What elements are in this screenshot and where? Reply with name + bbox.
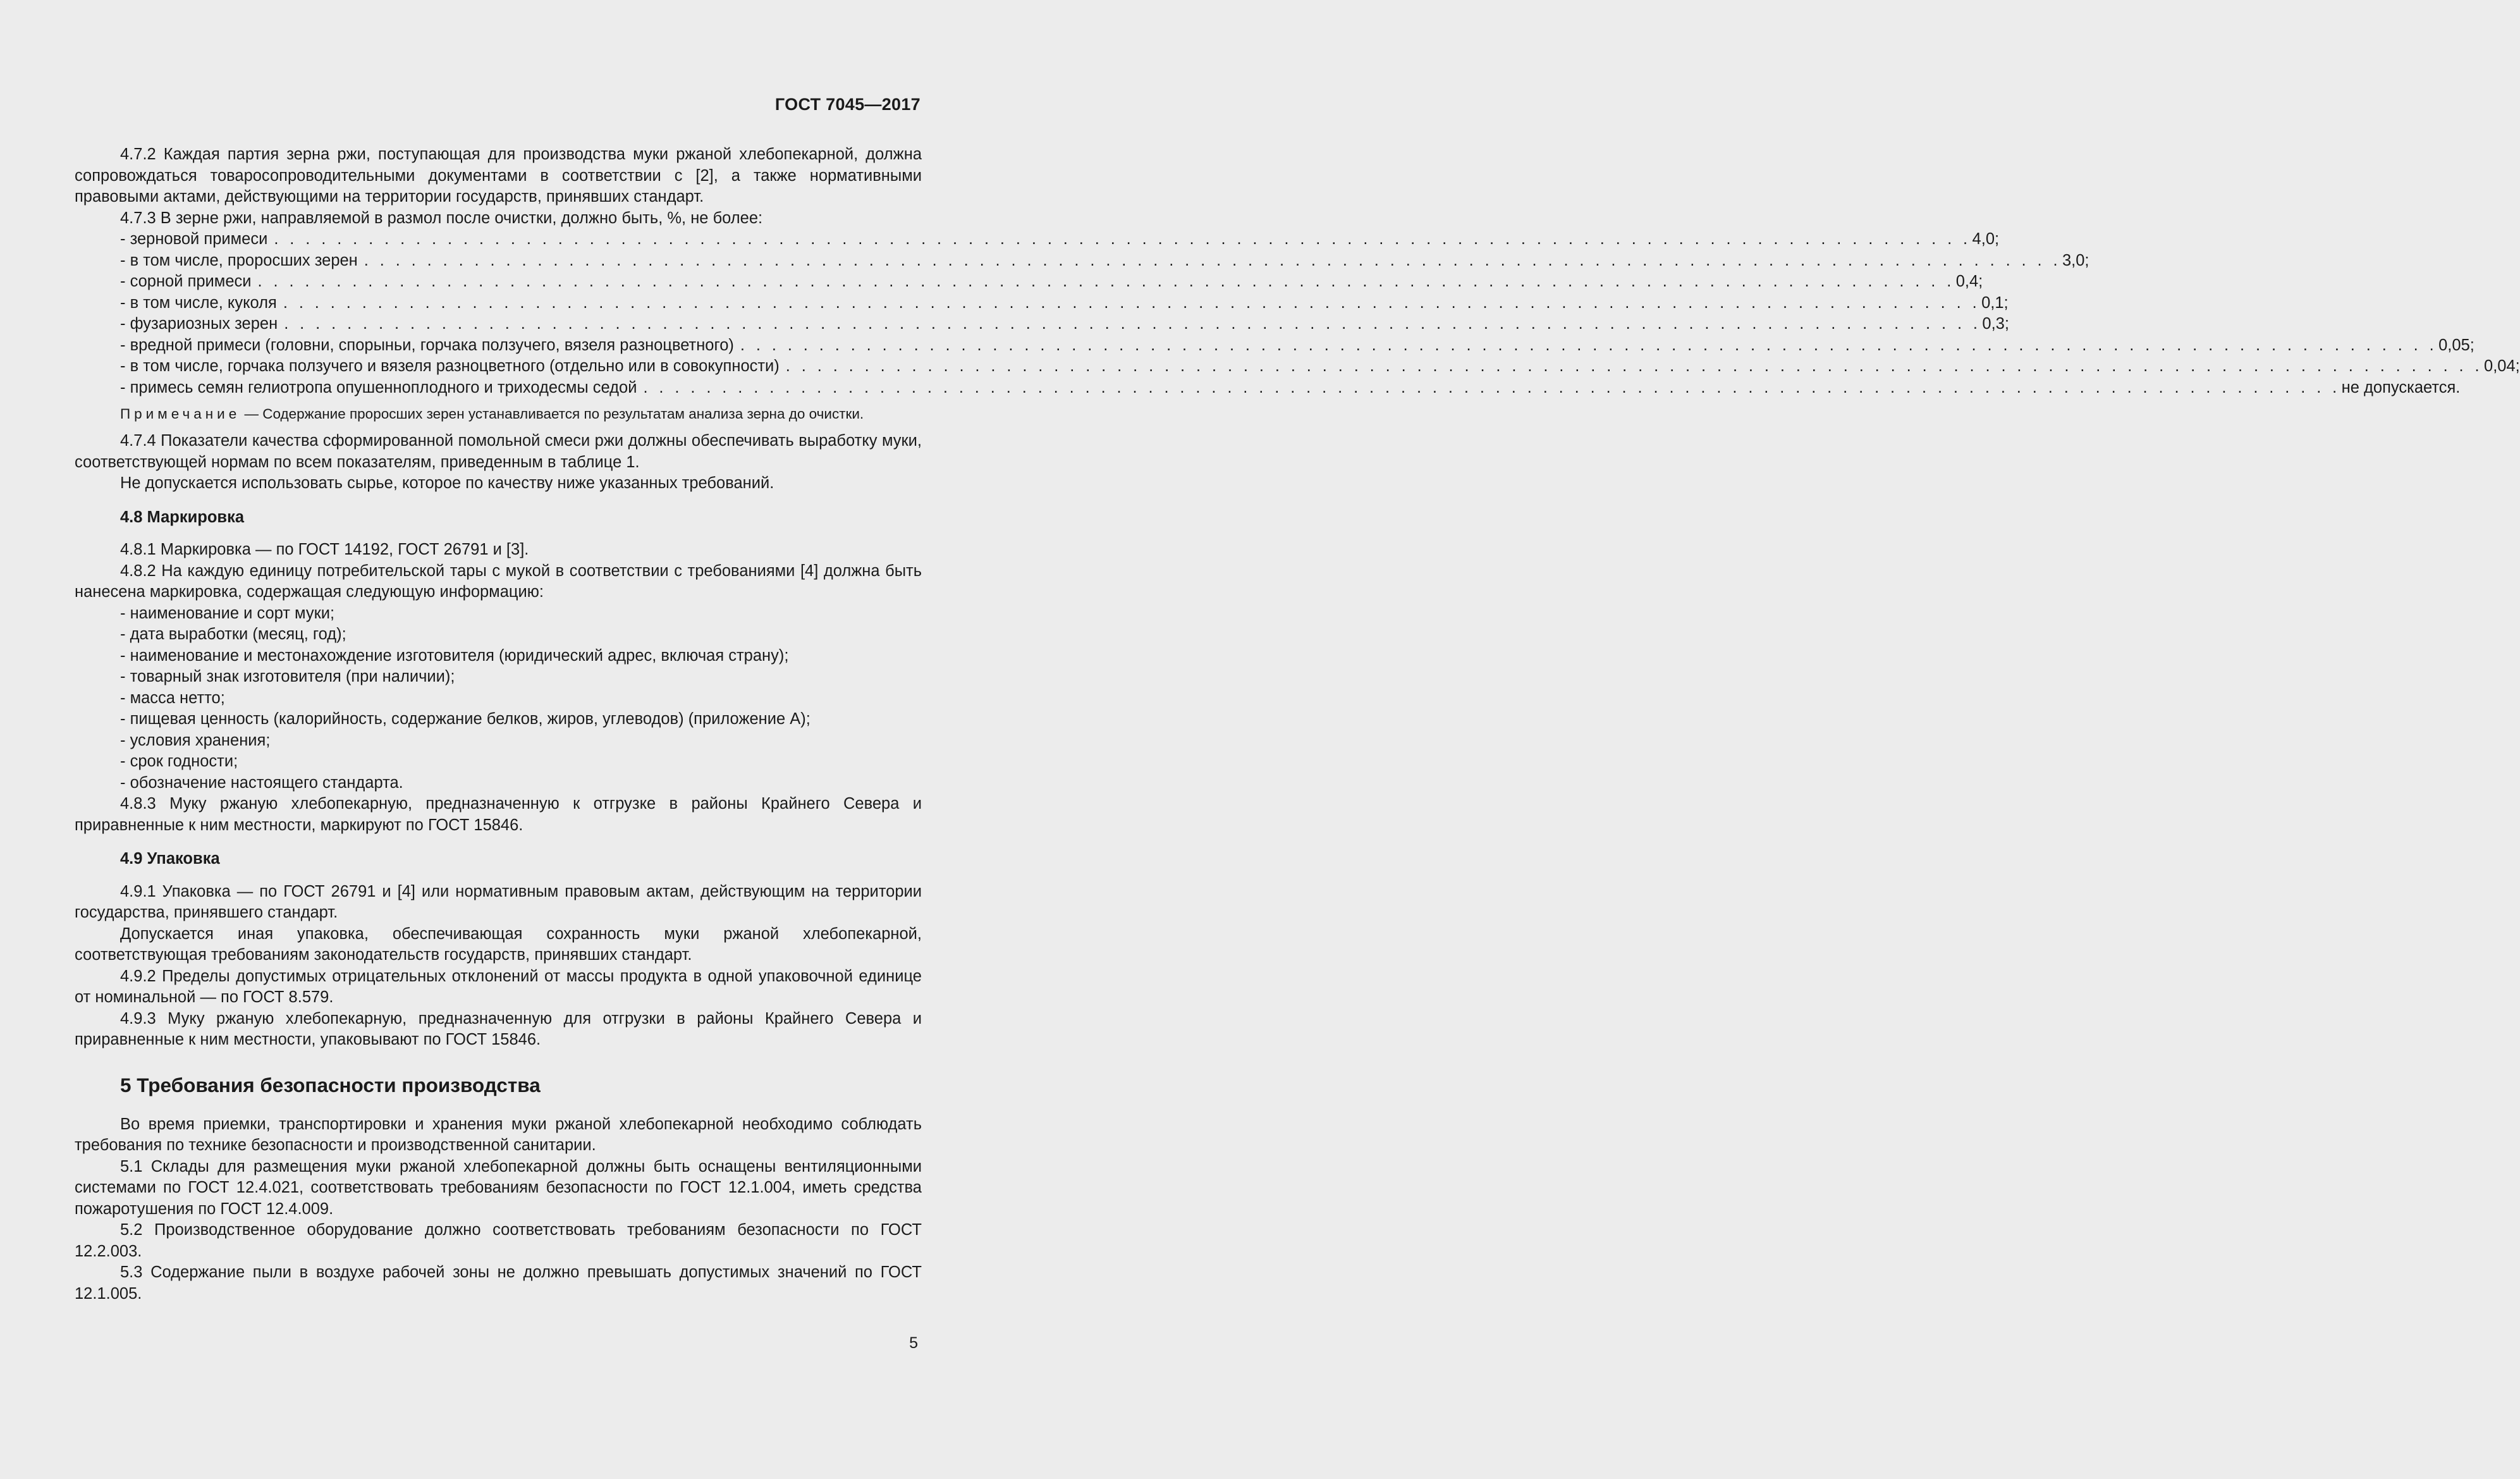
dot-leader: . . . . . . . . . . . . . . . . . . . . . . . . . . . . . . . . . . . . . . . . . . . . . . . . . . . . . . . . . . . . . . . . . . . . . . . . . . . . . . . . . . . . . . . . . . . . . . . . . . . . . . . . . . . . [785,357,2483,375]
requirement-value: не допускается. [2341,378,2461,396]
paragraph: 5.2 Производственное оборудование должно соответствовать требованиям безопасности по ГОСТ 12.2.003. [75,1221,922,1260]
requirement-row [75,271,1983,293]
requirement-row [75,250,2089,272]
subsection-heading: 4.8 Маркировка [120,508,245,526]
list-item: - срок годности; [120,752,238,770]
paragraph: Во время приемки, транспортировки и хранения муки ржаной хлебопекарной необходимо соблюдать требования по технике безопасности и производственной санитарии. [75,1115,922,1154]
dot-leader: . . . . . . . . . . . . . . . . . . . . . . . . . . . . . . . . . . . . . . . . . . . . . . . . . . . . . . . . . . . . . . . . . . . . . . . . . . . . . . . . . . . . . . . . . . . . . . . . . . . . . . . . . . . . [740,336,2438,354]
list-item: - дата выработки (месяц, год); [120,625,346,643]
paragraph: 5.3 Содержание пыли в воздухе рабочей зоны не должно превышать допустимых значений по ГОСТ 12.1.005. [75,1263,922,1303]
paragraph: Допускается иная упаковка, обеспечивающая сохранность муки ржаной хлебопекарной, соответствующая требованиям законодательств государств, принявших стандарт. [75,924,922,964]
requirement-value: 4,0; [1972,230,2000,248]
dot-leader: . . . . . . . . . . . . . . . . . . . . . . . . . . . . . . . . . . . . . . . . . . . . . . . . . . . . . . . . . . . . . . . . . . . . . . . . . . . . . . . . . . . . . . . . . . . . . . . . . . . . . . . . . . . . [274,230,1971,248]
list-item: - масса нетто; [120,689,225,707]
note-label: Примечание [120,406,241,422]
dot-leader: . . . . . . . . . . . . . . . . . . . . . . . . . . . . . . . . . . . . . . . . . . . . . . . . . . . . . . . . . . . . . . . . . . . . . . . . . . . . . . . . . . . . . . . . . . . . . . . . . . . . . . . . . . . . [257,273,1955,290]
paragraph: Не допускается использовать сырье, которое по качеству ниже указанных требований. [120,474,774,492]
paragraph: 4.9.1 Упаковка — по ГОСТ 26791 и [4] или нормативным правовым актам, действующим на территории государства, принявшего стандарт. [75,882,922,921]
paragraph: 4.7.3 В зерне ржи, направляемой в размол после очистки, должно быть, %, не более: [120,209,763,227]
paragraph: 4.9.2 Пределы допустимых отрицательных отклонений от массы продукта в одной упаковочной единице от номинальной — по ГОСТ 8.579. [75,967,922,1006]
requirement-value: 3,0; [2062,251,2089,269]
requirement-label: - зерновой примеси [120,230,268,248]
section-heading: 5 Требования безопасности производства [120,1073,541,1096]
requirement-row [75,314,2009,335]
requirement-value: 0,1; [1981,293,2009,312]
paragraph: 4.9.3 Муку ржаную хлебопекарную, предназначенную для отгрузки в районы Крайнего Севера и приравненные к ним местности, упаковывают по ГОСТ 15846. [75,1009,922,1048]
paragraph: 4.7.4 Показатели качества сформированной помольной смеси ржи должны обеспечивать выработку муки, соответствующей нормам по всем показателям, приведенным в таблице 1. [75,432,922,471]
standard-designation: ГОСТ 7045—2017 [774,95,921,114]
list-item: - товарный знак изготовителя (при наличии); [120,668,455,685]
requirement-label: - сорной примеси [120,273,252,290]
list-item: - наименование и местонахождение изготовителя (юридический адрес, включая страну); [120,646,789,665]
dot-leader: . . . . . . . . . . . . . . . . . . . . . . . . . . . . . . . . . . . . . . . . . . . . . . . . . . . . . . . . . . . . . . . . . . . . . . . . . . . . . . . . . . . . . . . . . . . . . . . . . . . . . . . . . . . . [284,315,1981,333]
paragraph: 5.1 Склады для размещения муки ржаной хлебопекарной должны быть оснащены вентиляционными системами по ГОСТ 12.4.021, соответствовать требованиям безопасности по ГОСТ 12.1.004, иметь средства пожаротушения по ГОСТ 12.4.009. [75,1157,922,1218]
requirement-value: 0,04; [2484,357,2520,375]
dot-leader: . . . . . . . . . . . . . . . . . . . . . . . . . . . . . . . . . . . . . . . . . . . . . . . . . . . . . . . . . . . . . . . . . . . . . . . . . . . . . . . . . . . . . . . . . . . . . . . . . . . . . . . . . . . . [364,251,2061,269]
requirement-label: - в том числе, горчака ползучего и вязеля разноцветного (отдельно или в совокупности) [120,357,780,375]
requirement-value: 0,05; [2438,336,2474,354]
subsection-heading: 4.9 Упаковка [120,850,220,868]
requirement-label: - в том числе, проросших зерен [120,251,358,269]
requirement-label: - фузариозных зерен [120,315,278,333]
requirement-row [75,335,2474,357]
paragraph: 4.8.1 Маркировка — по ГОСТ 14192, ГОСТ 26791 и [3]. [120,541,529,558]
note-text: — Содержание проросших зерен устанавливается по результатам анализа зерна до очистки. [240,406,864,422]
requirement-row [75,356,2520,377]
list-item: - условия хранения; [120,731,271,749]
requirement-row [75,377,2461,399]
page-number: 5 [909,1334,918,1352]
requirement-value: 0,4; [1955,273,1983,290]
requirement-value: 0,3; [1982,315,2009,333]
dot-leader: . . . . . . . . . . . . . . . . . . . . . . . . . . . . . . . . . . . . . . . . . . . . . . . . . . . . . . . . . . . . . . . . . . . . . . . . . . . . . . . . . . . . . . . . . . . . . . . . . . . . . . . . . . . . [283,293,1981,312]
requirement-label: - вредной примеси (головни, спорыньи, горчака ползучего, вязеля разноцветного) [120,336,734,354]
requirement-label: - примесь семян гелиотропа опушенноплодного и триходесмы седой [120,378,637,396]
document-body [75,144,2520,1304]
requirement-label: - в том числе, куколя [120,293,277,312]
requirement-row [75,293,2009,314]
dot-leader: . . . . . . . . . . . . . . . . . . . . . . . . . . . . . . . . . . . . . . . . . . . . . . . . . . . . . . . . . . . . . . . . . . . . . . . . . . . . . . . . . . . . . . . . . . . . . . . . . . . . . . . . . . . . [643,378,2340,396]
note [75,405,922,423]
paragraph: 4.8.2 На каждую единицу потребительской тары с мукой в соответствии с требованиями [4] должна быть нанесена маркировка, содержащая следующую информацию: [75,562,922,601]
list-item: - наименование и сорт муки; [120,604,335,622]
paragraph: 4.8.3 Муку ржаную хлебопекарную, предназначенную к отгрузке в районы Крайнего Севера и приравненные к ним местности, маркируют по ГОСТ 15846. [75,795,922,834]
list-item: - обозначение настоящего стандарта. [120,773,403,792]
paragraph: 4.7.2 Каждая партия зерна ржи, поступающая для производства муки ржаной хлебопекарной, должна сопровождаться товаросопроводительными документами в соответствии с [2], а также нормативными правовыми актами, действующими на территории государств, принявших стандарт. [75,145,922,206]
requirement-row [75,229,2000,250]
list-item: - пищевая ценность (калорийность, содержание белков, жиров, углеводов) (приложение А); [120,710,810,728]
